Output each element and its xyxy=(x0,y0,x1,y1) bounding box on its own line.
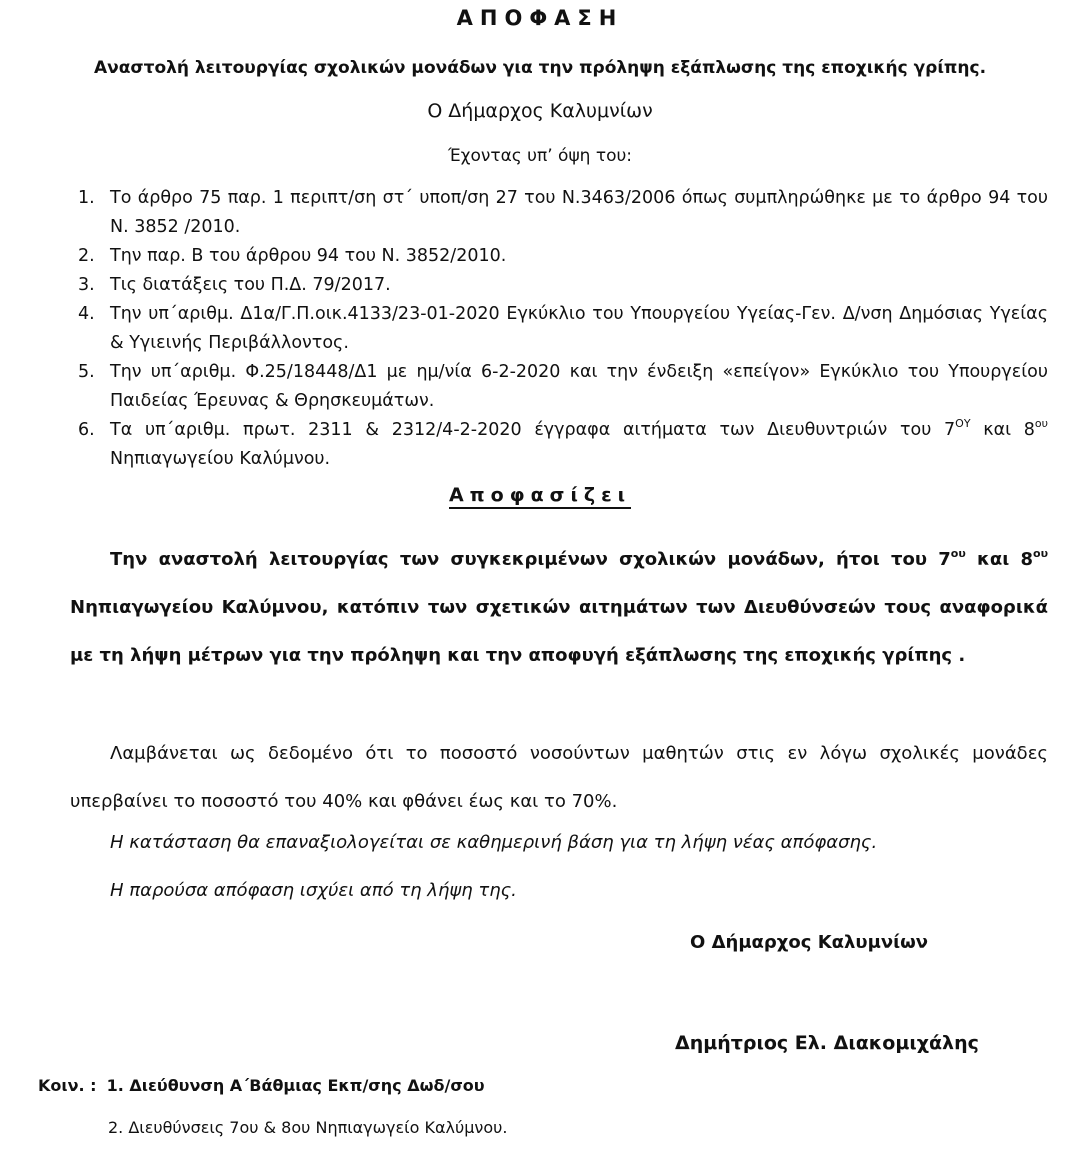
list-item-number: 6. xyxy=(78,420,95,440)
list-item-text xyxy=(110,416,1048,474)
list-item xyxy=(78,300,1048,358)
cc-item: 1. Διεύθυνση Α΄Βάθμιας Εκπ/σης Δωδ/σου xyxy=(106,1076,485,1095)
ordinal-superscript: ου xyxy=(1033,547,1049,560)
list-item xyxy=(78,271,1048,300)
list-item-text-part: Τα υπ΄αριθμ. πρωτ. 2311 & 2312/4-2-2020 έγγραφα αιτήματα των Διευθυντριών του 7 xyxy=(110,420,956,440)
decision-text-part: Την αναστολή λειτουργίας των συγκεκριμένων σχολικών μονάδων, ήτοι του 7 xyxy=(110,549,951,570)
list-item-number: 5. xyxy=(78,362,95,382)
list-item xyxy=(78,184,1048,242)
list-item-text: Τις διατάξεις του Π.Δ. 79/2017. xyxy=(110,275,391,295)
ordinal-superscript: ου xyxy=(1034,417,1049,430)
percentage-paragraph xyxy=(70,730,1048,826)
list-item-text: Την υπ΄αριθμ. Φ.25/18448/Δ1 με ημ/νία 6-2-2020 και την ένδειξη «επείγον» Εγκύκλιο του Υπουργείου Παιδείας Έρευνας & Θρησκευμάτων. xyxy=(110,362,1048,411)
mayor-heading: Ο Δήμαρχος Καλυμνίων xyxy=(427,100,653,122)
signature-role: Ο Δήμαρχος Καλυμνίων xyxy=(690,932,929,953)
ordinal-superscript: ΟΥ xyxy=(955,417,971,430)
percentage-text: Λαμβάνεται ως δεδομένο ότι το ποσοστό νοσούντων μαθητών στις εν λόγω σχολικές μονάδες υπερβαίνει το ποσοστό του 40% και φθάνει έως και το 70%. xyxy=(70,743,1048,812)
decision-text-part: και 8 xyxy=(965,549,1034,570)
list-item xyxy=(78,416,1048,474)
cc-line-1 xyxy=(38,1076,485,1095)
list-item-number: 3. xyxy=(78,275,95,295)
list-item xyxy=(78,242,1048,271)
list-item xyxy=(78,358,1048,416)
list-item-text: Την υπ΄αριθμ. Δ1α/Γ.Π.οικ.4133/23-01-2020 Εγκύκλιο του Υπουργείου Υγείας-Γεν. Δ/νση Δημόσιας Υγείας & Υγιεινής Περιβάλλοντος. xyxy=(110,304,1048,353)
decision-text-part: Νηπιαγωγείου Καλύμνου, κατόπιν των σχετικών αιτημάτων των Διευθύνσεών τους αναφορικά με τη λήψη μέτρων για την πρόληψη και την αποφυγή εξάπλωσης της εποχικής γρίπης . xyxy=(70,597,1048,666)
decision-paragraph xyxy=(70,536,1048,680)
cc-label: Κοιν. : xyxy=(38,1076,97,1095)
list-item-text: Την παρ. Β του άρθρου 94 του Ν. 3852/2010. xyxy=(110,246,507,266)
list-item-text: Το άρθρο 75 παρ. 1 περιπτ/ση στ΄ υποπ/ση 27 του Ν.3463/2006 όπως συμπληρώθηκε με το άρθρο 94 του Ν. 3852 /2010. xyxy=(110,188,1048,237)
cc-item: 2. Διευθύνσεις 7ου & 8ου Νηπιαγωγείο Καλύμνου. xyxy=(108,1118,508,1137)
reassessment-note: Η κατάσταση θα επαναξιολογείται σε καθημερινή βάση για τη λήψη νέας απόφασης. xyxy=(110,832,878,853)
document-title: ΑΠΟΦΑΣΗ xyxy=(456,6,624,30)
decides-heading xyxy=(0,484,1080,506)
validity-note: Η παρούσα απόφαση ισχύει από τη λήψη της. xyxy=(110,880,517,901)
document-subject: Αναστολή λειτουργίας σχολικών μονάδων για την πρόληψη εξάπλωσης της εποχικής γρίπης. xyxy=(93,58,987,78)
list-item-number: 2. xyxy=(78,246,95,266)
signature-name: Δημήτριος Ελ. Διακομιχάλης xyxy=(675,1032,979,1054)
having-regard-heading: Έχοντας υπ’ όψη του: xyxy=(447,146,633,166)
list-item-number: 1. xyxy=(78,188,95,208)
cc-line-2 xyxy=(108,1118,507,1137)
ordinal-superscript: ου xyxy=(950,547,966,560)
list-item-number: 4. xyxy=(78,304,95,324)
considerations-list xyxy=(78,184,1048,474)
list-item-text-part: Νηπιαγωγείου Καλύμνου. xyxy=(110,449,331,469)
decides-heading-text: Αποφασίζει xyxy=(449,484,631,509)
list-item-text-part: και 8 xyxy=(970,420,1035,440)
